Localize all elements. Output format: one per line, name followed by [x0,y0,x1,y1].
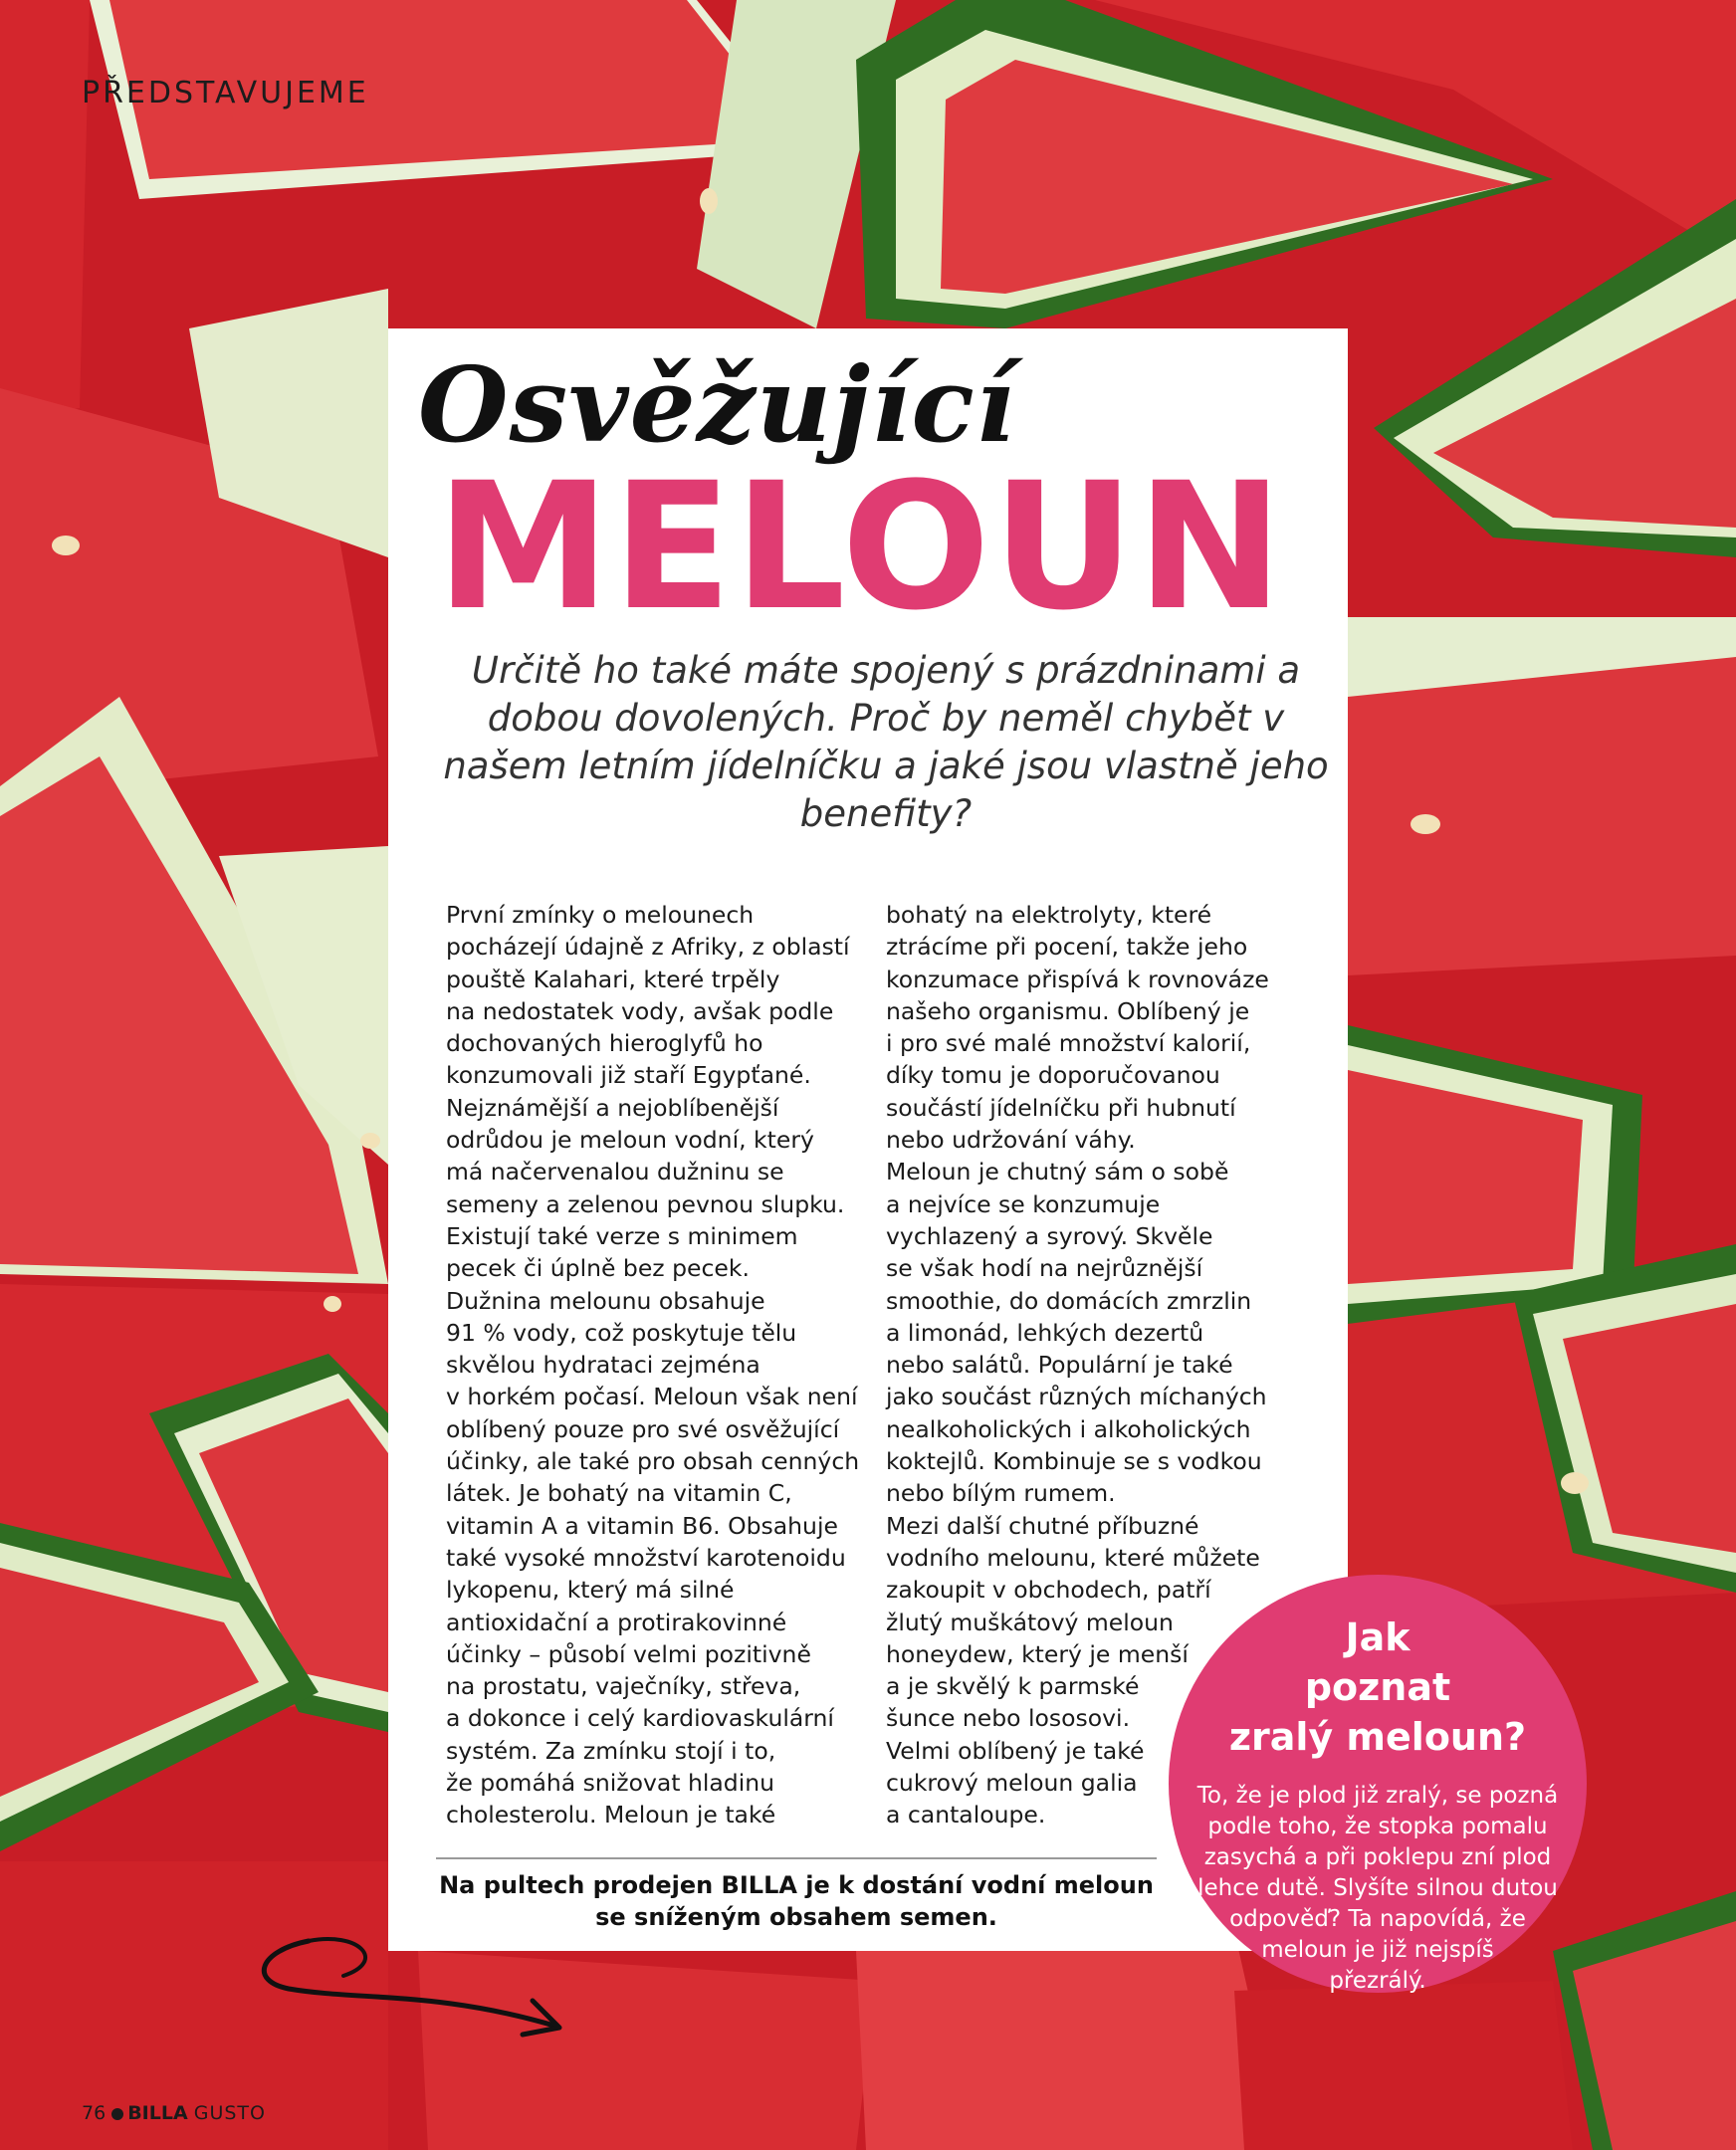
brand-name-gusto: GUSTO [193,2102,266,2124]
brand-name: BILLA [127,2102,188,2124]
billa-note: Na pultech prodejen BILLA je k dostání vodní meloun se sníženým obsahem semen. [439,1871,1154,1931]
note-divider [436,1857,1157,1859]
tip-text: To, že je plod již zralý, se pozná podle toho, že stopka pomalu zasychá a při poklepu zní plod lehce dutě. Slyšíte silnou dutou odpověď? Ta napovídá, že meloun je již nejspíš přezrálý. [1196,1783,1559,1994]
lead-paragraph: Určitě ho také máte spojený s prázdninami a dobou dovolených. Proč by neměl chybět v našem letním jídelníčku a jaké jsou vlastně jeho benefity? [443,649,1329,835]
tip-title: Jak poznat zralý meloun? [1228,1615,1527,1759]
body-column-1: První zmínky o melounech pocházejí údajně z Afriky, z oblastí pouště Kalahari, které trpěly na nedostatek vody, avšak podle dochovaných hieroglyfů ho konzumovali již staří Egypťané. Nejznámější a nejoblíbenější odrůdou je meloun vodní, který má načervenalou dužninu se semeny a zelenou pevnou slupku. Existují také verze s minimem pecek či úplně bez pecek. Dužnina melounu obsahuje 91 % vody, což poskytuje tělu skvělou hydrataci zejména v horkém počasí. Meloun však není oblíbený pouze pro své osvěžující účinky, ale také pro obsah cenných látek. Je bohatý na vitamin C, vitamin A a vitamin B6. Obsahuje také vysoké množství karotenoidu lykopenu, který má silné antioxidační a protirakovinné účinky – působí velmi pozitivně na prostatu, vaječníky, střeva, a dokonce i celý kardiovaskulární systém. Za zmínku stojí i to, že pomáhá snižovat hladinu cholesterolu. Meloun je také [446,901,860,1829]
body-column-2: bohatý na elektrolyty, které ztrácíme při pocení, takže jeho konzumace přispívá k rovnováze našeho organismu. Oblíbený je i pro své malé množství kalorií, díky tomu je doporučovanou součástí jídelníčku při hubnutí nebo udržování váhy. Meloun je chutný sám o sobě a nejvíce se konzumuje vychlazený a syrový. Skvěle se však hodí na nejrůznější smoothie, do domácích zmrzlin a limonád, lehkých dezertů nebo salátů. Populární je také jako součást různých míchaných nealkoholických i alkoholických koktejlů. Kombinuje se s vodkou nebo bílým rumem. Mezi další chutné příbuzné vodního melounu, které můžete zakoupit v obchodech, patří žlutý muškátový meloun honeydew, který je menší a je skvělý k parmské šunce nebo lososovi. Velmi oblíbený je také cukrový meloun galia a cantaloupe. [886,901,1269,1829]
page-number: 76 [82,2102,107,2124]
title-main: MELOUN [436,445,1286,649]
section-label: PŘEDSTAVUJEME [82,76,369,110]
title-script: Osvěžující [418,343,1016,466]
page-footer [82,2102,266,2124]
bullet-dot-icon [111,2108,123,2120]
curved-arrow-icon [249,1931,577,2041]
